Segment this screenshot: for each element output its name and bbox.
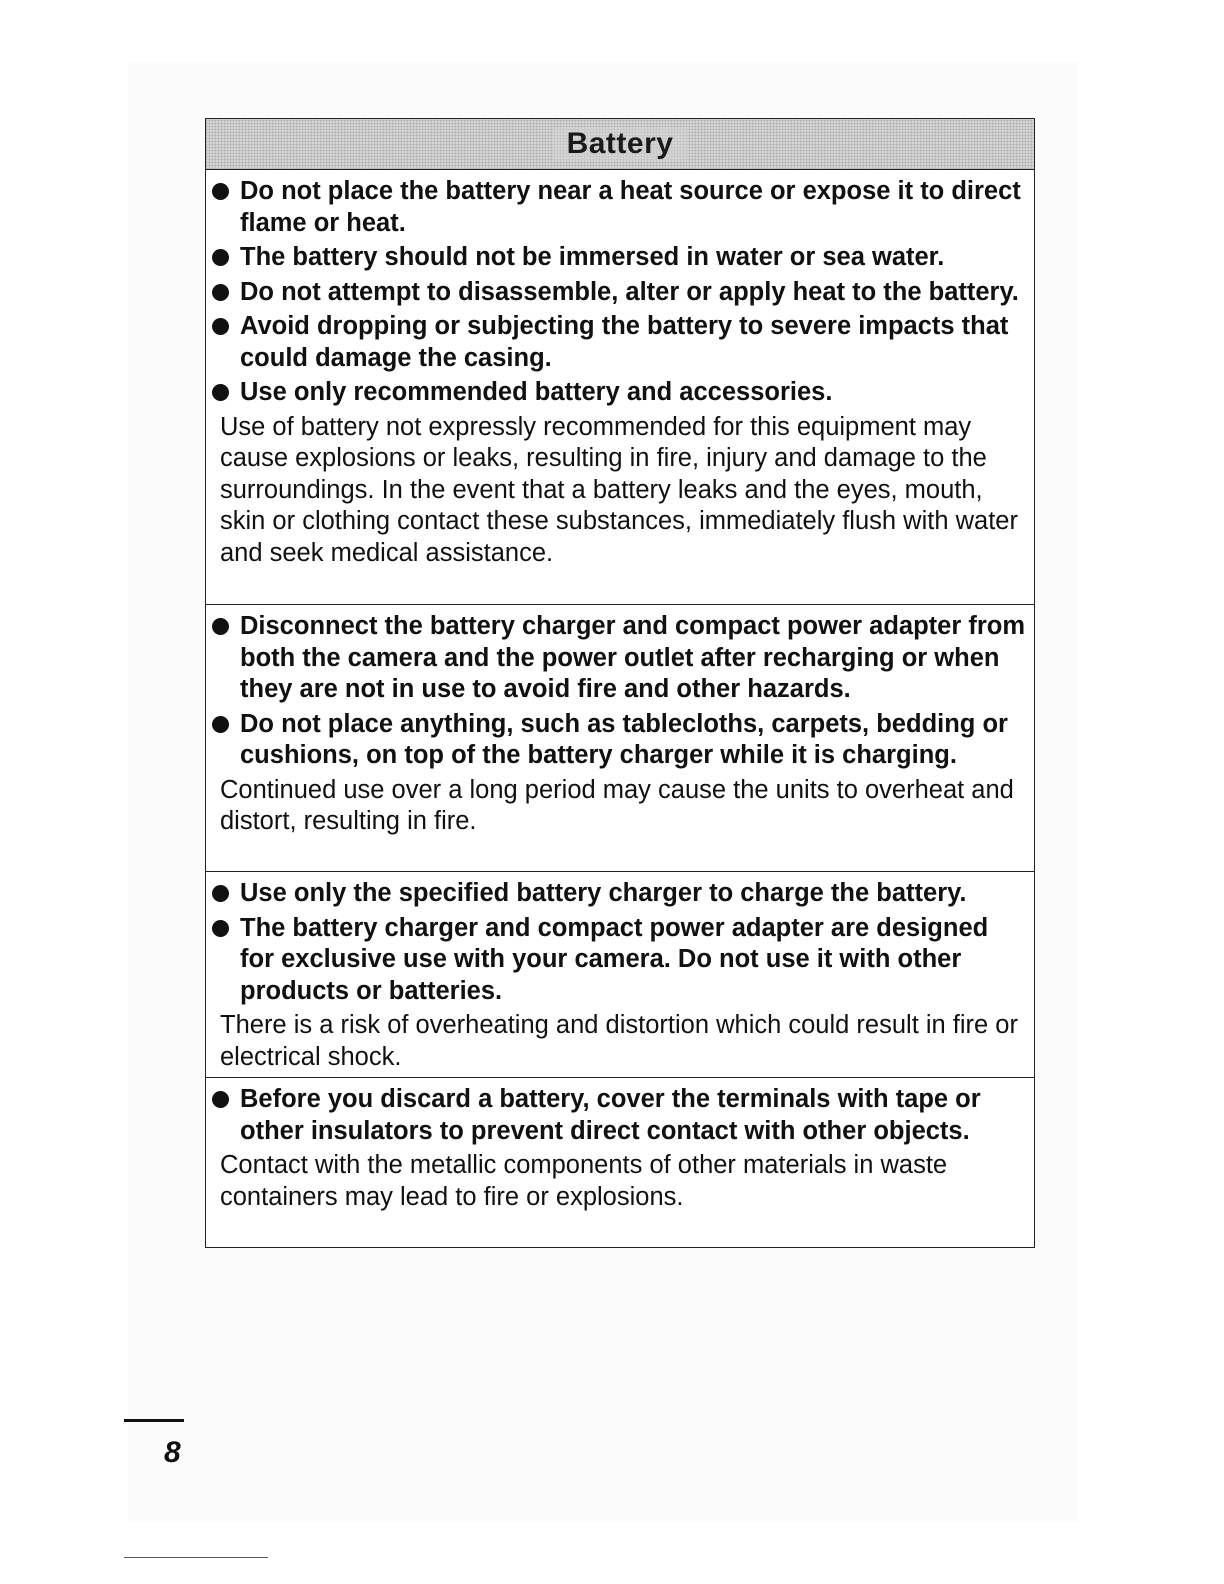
warning-section [206, 605, 1034, 872]
warning-bullet [212, 709, 1026, 772]
bullet-text: Disconnect the battery charger and compact power adapter from both the camera and the power outlet after recharging or when they are not in use to avoid fire and other hazards. [240, 612, 1026, 703]
bullet-dot-icon [212, 183, 229, 200]
battery-warning-box [205, 118, 1035, 1248]
page-number: 8 [164, 1436, 181, 1469]
warning-section [206, 872, 1034, 1078]
warning-bullet [212, 277, 1026, 309]
bullet-dot-icon [212, 618, 229, 635]
warning-bullet [212, 1084, 1026, 1147]
warning-note: There is a risk of overheating and distortion which could result in fire or electrical shock. [220, 1011, 1018, 1071]
warning-bullet [212, 913, 1026, 1008]
bullet-dot-icon [212, 318, 229, 335]
bullet-dot-icon [212, 1091, 229, 1108]
page-number-rule [124, 1419, 184, 1422]
warning-note: Use of battery not expressly recommended for this equipment may cause explosions or leaks, resulting in fire, injury and damage to the surroundings. In the event that a battery leaks and the eyes, mouth, skin or clothing contact these substances, immediately flush with water and seek medical assistance. [220, 412, 1018, 567]
warning-note: Continued use over a long period may cause the units to overheat and distort, resulting in fire. [220, 775, 1014, 835]
bullet-text: Before you discard a battery, cover the terminals with tape or other insulators to prevent direct contact with other objects. [240, 1085, 981, 1145]
warning-bullet [212, 311, 1026, 374]
warning-bullet [212, 242, 1026, 274]
bullet-dot-icon [212, 716, 229, 733]
section-header [206, 119, 1034, 170]
warning-section [206, 1078, 1034, 1248]
warning-section [206, 170, 1034, 605]
warning-bullet [212, 878, 1026, 910]
bullet-text: Use only recommended battery and accessories. [240, 378, 833, 406]
bullet-text: Do not attempt to disassemble, alter or apply heat to the battery. [240, 277, 1019, 306]
bullet-dot-icon [212, 384, 229, 401]
warning-note: Contact with the metallic components of other materials in waste containers may lead to fire or explosions. [220, 1151, 948, 1211]
bottom-divider [124, 1557, 268, 1558]
bullet-text: Do not place the battery near a heat source or expose it to direct flame or heat. [240, 177, 1021, 237]
warning-bullet [212, 176, 1026, 239]
warning-bullet [212, 611, 1026, 706]
bullet-text: The battery charger and compact power adapter are designed for exclusive use with your camera. Do not use it with other products or batteries. [240, 913, 989, 1005]
bullet-dot-icon [212, 284, 229, 301]
bullet-dot-icon [212, 920, 229, 937]
bullet-text: The battery should not be immersed in water or sea water. [240, 243, 945, 271]
warning-bullet [212, 377, 1026, 409]
bullet-text: Use only the specified battery charger to charge the battery. [240, 879, 967, 907]
bullet-dot-icon [212, 249, 229, 266]
bullet-dot-icon [212, 885, 229, 902]
header-title: Battery [553, 127, 688, 161]
bullet-text: Avoid dropping or subjecting the battery to severe impacts that could damage the casing. [240, 312, 1009, 372]
bullet-text: Do not place anything, such as tablecloths, carpets, bedding or cushions, on top of the battery charger while it is charging. [240, 709, 1008, 769]
